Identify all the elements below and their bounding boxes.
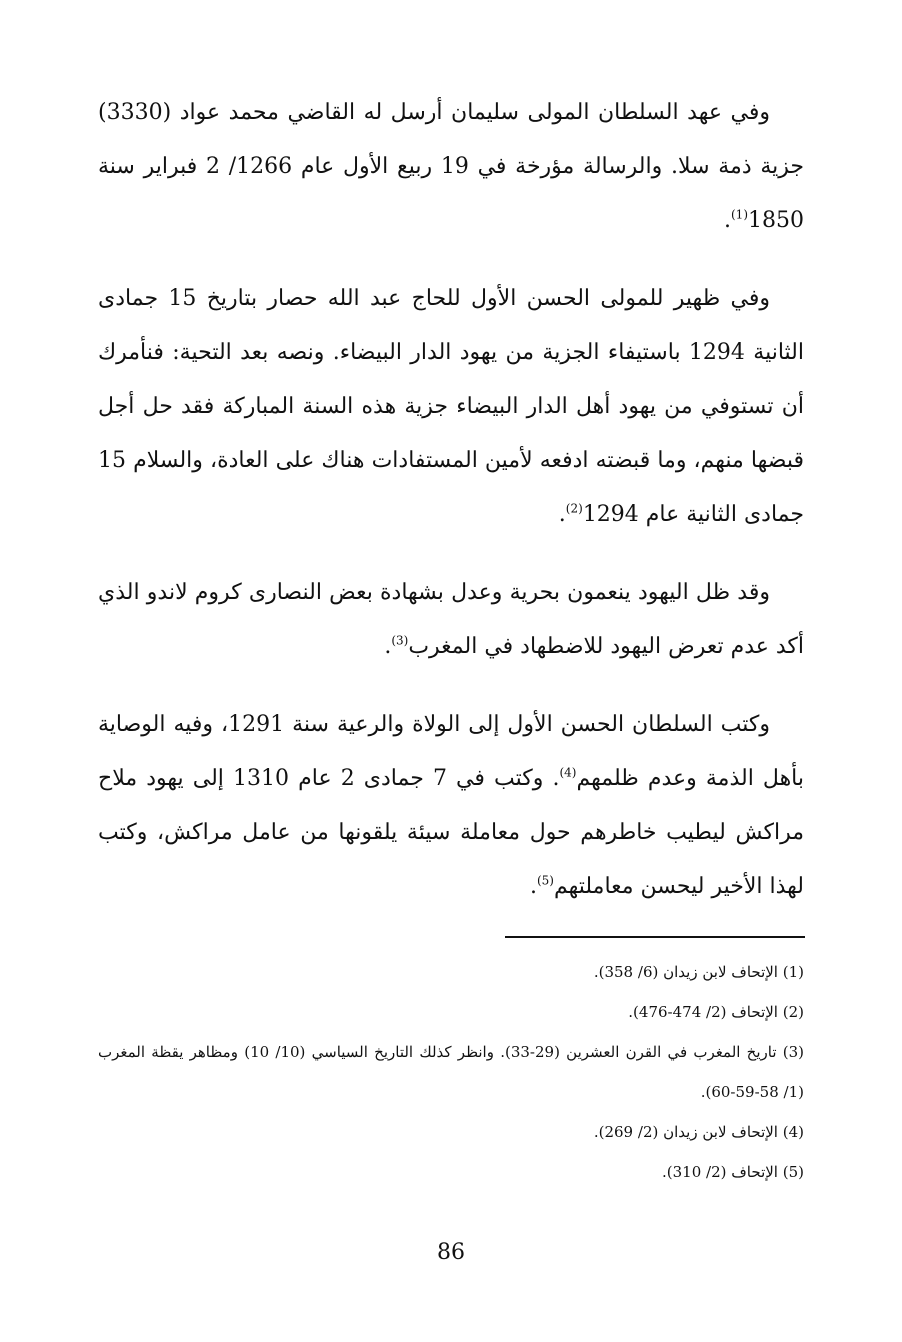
paragraph-1-text: وفي عهد السلطان المولى سليمان أرسل له القاضي محمد عواد (3330) جزية ذمة سلا. والرسالة مؤرخة في 19 ربيع الأول عام 1266/ 2 فبراير سنة 1850 (98, 100, 805, 233)
footnote-5: (5) الإتحاف (2/ 310). (662, 1163, 804, 1181)
footnote-ref-4[interactable]: (4) (559, 765, 577, 780)
footnote-ref-3[interactable]: (3) (391, 633, 409, 648)
paragraph-2-end: . (558, 502, 566, 527)
footnote-separator (505, 936, 805, 938)
paragraph-4 (98, 698, 804, 914)
footnote-1: (1) الإتحاف لابن زيدان (6/ 358). (593, 963, 804, 981)
footnote-ref-5[interactable]: (5) (536, 873, 554, 888)
paragraph-1-end: . (723, 208, 731, 233)
paragraph-4-text: وكتب السلطان الحسن الأول إلى الولاة والرعية سنة 1291، وفيه الوصاية بأهل الذمة وعدم ظلمهم (98, 712, 805, 791)
paragraph-4-mid: . وكتب في 7 جمادى 2 عام 1310 إلى يهود ملاح مراكش ليطيب خاطرهم حول معاملة سيئة يلقونها من عامل مراكش، وكتب لهذا الأخير ليحسن معاملتهم (98, 766, 804, 899)
paragraph-3 (98, 566, 804, 674)
paragraph-4-end: . (529, 874, 537, 899)
paragraph-2-text: وفي ظهير للمولى الحسن الأول للحاج عبد الله حصار بتاريخ 15 جمادى الثانية 1294 باستيفاء الجزية من يهود الدار البيضاء. ونصه بعد التحية: فنأمرك أن تستوفي من يهود أهل الدار البيضاء جزية هذه السنة المباركة فقد حل أجل قبضها منهم، وما قبضته ادفعه لأمين المستفادات هناك على العادة، والسلام 15 جمادى الثانية عام 1294 (98, 286, 804, 527)
footnote-4: (4) الإتحاف لابن زيدان (2/ 269). (593, 1123, 804, 1141)
paragraph-1 (98, 86, 804, 248)
footnote-ref-2[interactable]: (2) (565, 501, 583, 516)
footnote-ref-1[interactable]: (1) (730, 207, 748, 222)
footnote-2: (2) الإتحاف (2/ 474-476). (628, 1003, 804, 1021)
paragraph-2 (98, 272, 804, 542)
paragraph-3-text: وقد ظل اليهود ينعمون بحرية وعدل بشهادة بعض النصارى كروم لاندو الذي أكد عدم تعرض اليهود للاضطهاد في المغرب (98, 580, 804, 659)
footnotes (98, 952, 804, 1192)
page-number: 86 (437, 1240, 465, 1265)
paragraph-3-end: . (384, 634, 392, 659)
main-text (98, 86, 804, 914)
footnote-3: (3) تاريخ المغرب في القرن العشرين (29-33). وانظر كذلك التاريخ السياسي (10/ 10) ومظاهر يقظة المغرب (1/ 58-59-60). (98, 1043, 805, 1101)
